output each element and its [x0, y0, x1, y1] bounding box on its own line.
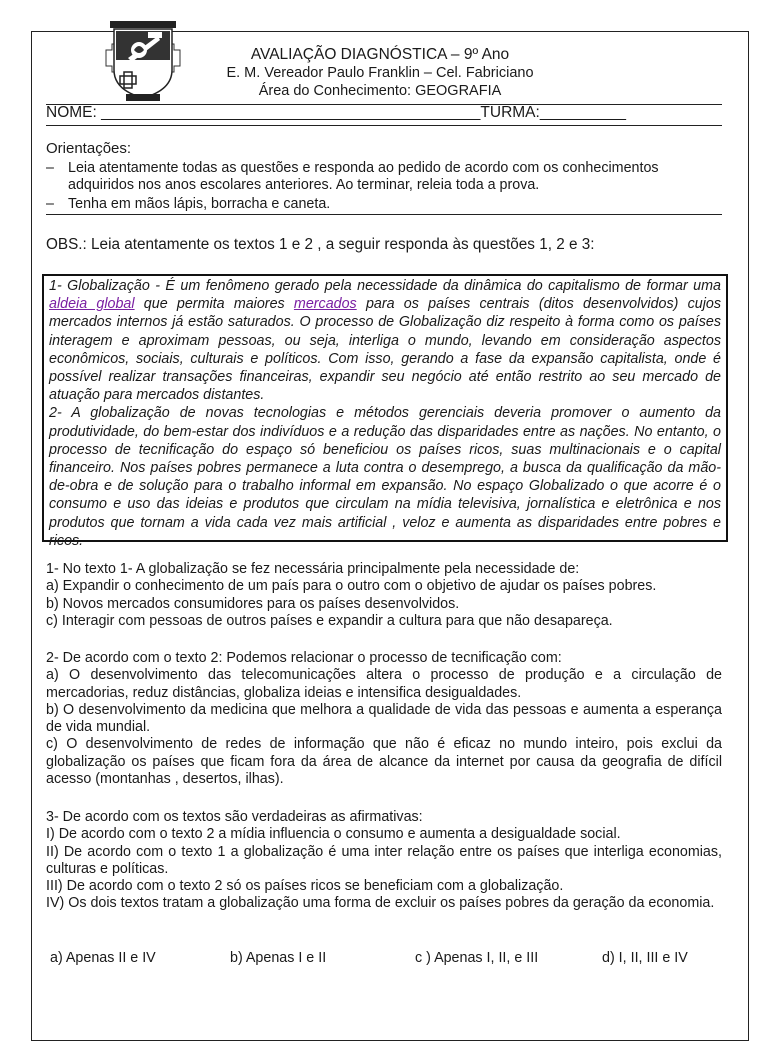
text-1	[49, 277, 721, 404]
text-2: 2- A globalização de novas tecnologias e métodos gerenciais deveria promover o aumento da produtividade, do bem-estar dos indivíduos e a redução das disparidades entre as nações. No entanto, o processo de tecnificação do espaço só beneficiou os países ricos, suas multinacionais e o capital financeiro. Nos países pobres permanece a luta contra o desemprego, a busca da qualificação da mão-de-obra e de solução para o trabalho informal em expansão. No espaço Globalizado o que acorre é o consumo e uso das ideias e produtos que circulam na mídia televisiva, jornalística e eletrônica e nos produtos que tornam a vida cada vez mais artificial , veloz e aumenta as disparidades entre pobres e ricos.	[49, 405, 721, 549]
school-name: E. M. Vereador Paulo Franklin – Cel. Fabriciano	[226, 65, 534, 81]
question-3-option-b[interactable]: b) Apenas I e II	[230, 950, 327, 966]
question-1-option-c[interactable]: c) Interagir com pessoas de outros países e expandir a cultura para que não desapareça.	[46, 612, 613, 629]
question-3-option-c[interactable]: c ) Apenas I, II, e III	[415, 950, 539, 966]
question-2-stem: 2- De acordo com o texto 2: Podemos relacionar o processo de tecnificação com:	[46, 650, 562, 666]
dash-bullet: –	[46, 196, 54, 212]
logo-top-text	[0, 0, 1, 1]
question-3-statement-i: I) De acordo com o texto 2 a mídia influencia o consumo e aumenta a desigualdade social.	[46, 826, 621, 843]
logo-bottom-text	[0, 0, 1, 1]
question-3-option-d[interactable]: d) I, II, III e IV	[602, 950, 688, 966]
orientations-divider	[46, 214, 722, 215]
question-1-stem: 1- No texto 1- A globalização se fez necessária principalmente pela necessidade de:	[46, 561, 580, 577]
question-1-option-a[interactable]: a) Expandir o conhecimento de um país para o outro com o objetivo de ajudar os países pobres.	[46, 578, 657, 595]
orientations-title: Orientações:	[46, 140, 132, 157]
text-1-part-a: 1- Globalização - É um fenômeno gerado pela necessidade da dinâmica do capitalismo de formar uma	[49, 278, 721, 294]
exam-title: AVALIAÇÃO DIAGNÓSTICA – 9º Ano	[250, 46, 510, 63]
link-aldeia-global[interactable]: aldeia global	[49, 296, 135, 313]
question-3-statement-iv: IV) Os dois textos tratam a globalização uma forma de excluir os países pobres da geração da economia.	[46, 895, 715, 912]
text-1-part-c: para os países centrais (ditos desenvolvidos) cujos mercados internos já estão saturados. O processo de Globalização diz respeito à forma como os países interagem e aproximam pessoas, ou seja, interliga o mundo, levando em consideração aspectos econômicos, sociais, culturais e políticos. Com isso, gerando a fase da expansão capitalista, onde é possível realizar transações financeiras, expandir seu negócio até então restrito ao seu mercado de atuação para mercados distantes.	[49, 296, 722, 404]
question-1	[46, 561, 722, 630]
question-2-option-a[interactable]: a) O desenvolvimento das telecomunicações altera o processo de produção e a circulação de mercadorias, reduz distâncias, globaliza ideias e intensifica desigualdades.	[46, 667, 722, 701]
orientation-text-2: Tenha em mãos lápis, borracha e caneta.	[68, 196, 331, 212]
question-3-statement-ii: II) De acordo com o texto 1 a globalização é uma inter relação entre os países que interliga economias, culturas e políticas.	[46, 843, 722, 877]
question-2-option-b[interactable]: b) O desenvolvimento da medicina que melhora a qualidade de vida das pessoas e aumenta a esperança de vida mundial.	[46, 701, 722, 736]
question-2	[46, 650, 722, 788]
subject-area: Área do Conhecimento: GEOGRAFIA	[258, 83, 502, 99]
question-3-statement-iii: III) De acordo com o texto 2 só os países ricos se beneficiam com a globalização.	[46, 878, 564, 895]
orientation-text-1: Leia atentamente todas as questões e responda ao pedido de acordo com os conhecimentos adquiridos nos anos escolares anteriores. Ao terminar, releia toda a prova.	[68, 160, 659, 193]
link-mercados[interactable]: mercados	[293, 296, 357, 313]
orientation-item-2	[46, 196, 722, 213]
reading-texts-box	[42, 274, 728, 549]
question-2-option-c[interactable]: c) O desenvolvimento de redes de informação que não é eficaz no mundo inteiro, pois exclui da globalização os países que ficam fora da área de alcance da internet por causa da geografia de difícil acesso (montanhas , desertos, ilhas).	[46, 736, 722, 788]
question-3-option-a[interactable]: a) Apenas II e IV	[50, 950, 156, 966]
question-3-stem: 3- De acordo com os textos são verdadeiras as afirmativas:	[46, 809, 423, 825]
obs-instruction: OBS.: Leia atentamente os textos 1 e 2 , a seguir responda às questões 1, 2 e 3:	[46, 236, 595, 253]
question-3	[46, 809, 722, 913]
name-divider	[46, 125, 722, 126]
student-name-turma-line[interactable]: NOME: ____________________________________________TURMA:__________	[46, 104, 627, 121]
text-1-part-b: que permita maiores	[134, 296, 294, 313]
question-1-option-b[interactable]: b) Novos mercados consumidores para os países desenvolvidos.	[46, 595, 460, 612]
orientation-item-1	[46, 160, 722, 194]
exam-header	[200, 46, 560, 100]
dash-bullet: –	[46, 160, 54, 176]
school-crest-logo	[104, 20, 182, 102]
